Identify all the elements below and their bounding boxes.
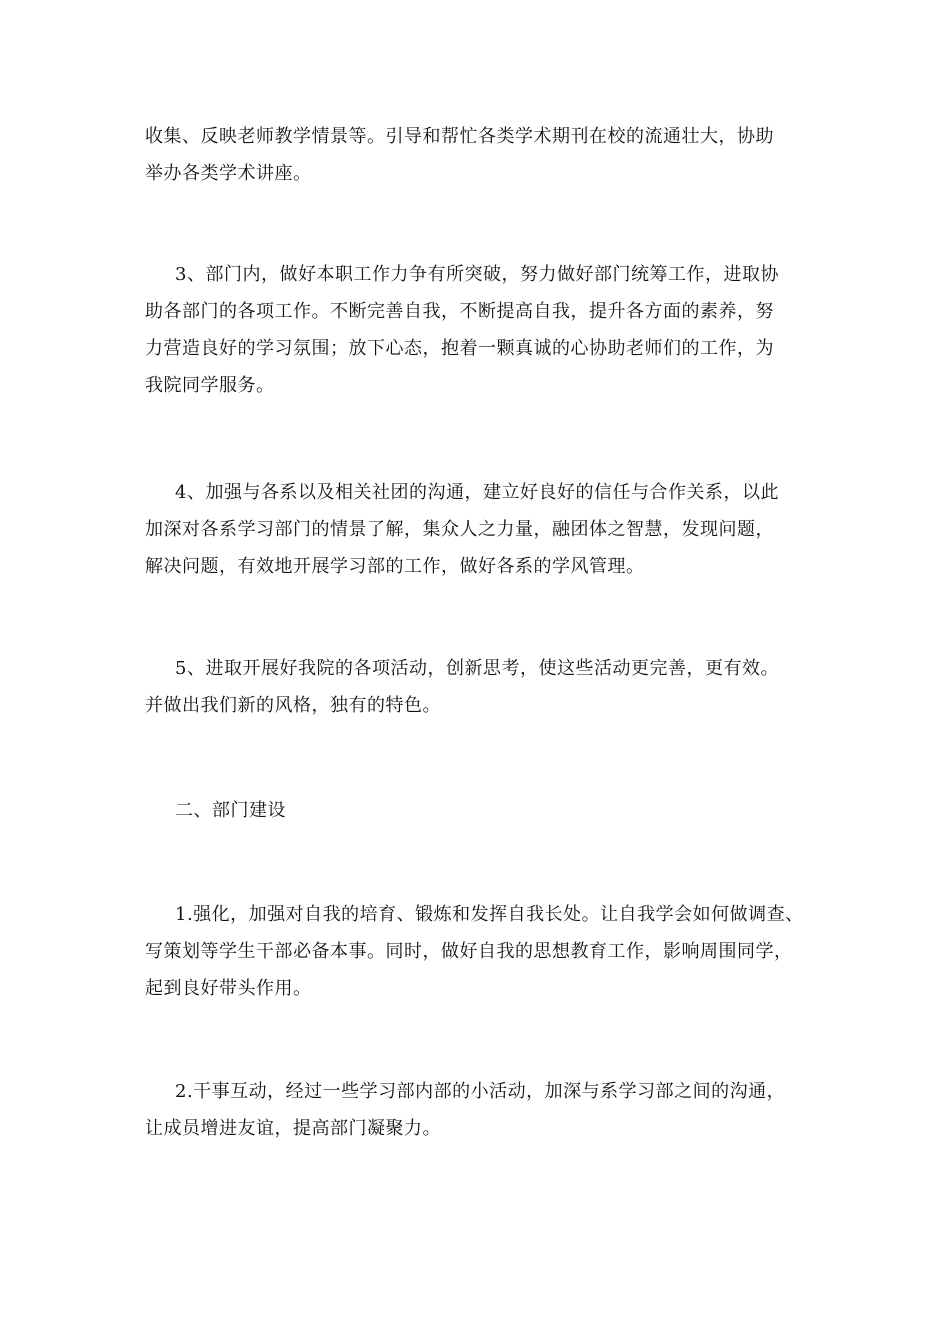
paragraph-item-4	[145, 474, 815, 585]
section-heading	[145, 792, 815, 829]
text-line: 收集、反映老师教学情景等。引导和帮忙各类学术期刊在校的流通壮大，协助	[145, 126, 774, 147]
text-line: 助各部门的各项工作。不断完善自我，不断提高自我，提升各方面的素养，努	[145, 301, 774, 322]
paragraph-item-5	[145, 650, 815, 724]
text-line: 解决问题，有效地开展学习部的工作，做好各系的学风管理。	[145, 556, 645, 577]
text-line: 写策划等学生干部必备本事。同时，做好自我的思想教育工作，影响周围同学，	[145, 941, 793, 962]
text-line: 2.干事互动，经过一些学习部内部的小活动，加深与系学习部之间的沟通，	[175, 1081, 786, 1102]
text-line: 我院同学服务。	[145, 375, 275, 396]
paragraph-item-3	[145, 256, 815, 404]
text-line: 1.强化，加强对自我的培育、锻炼和发挥自我长处。让自我学会如何做调查、	[175, 904, 804, 925]
text-line: 力营造良好的学习氛围；放下心态，抱着一颗真诚的心协助老师们的工作，为	[145, 338, 774, 359]
paragraph-build-1	[145, 896, 815, 1007]
paragraph-build-2	[145, 1073, 815, 1147]
text-line: 加深对各系学习部门的情景了解，集众人之力量，融团体之智慧，发现问题，	[145, 519, 774, 540]
text-line: 5、进取开展好我院的各项活动，创新思考，使这些活动更完善，更有效。	[175, 658, 779, 679]
text-line: 3、部门内，做好本职工作力争有所突破，努力做好部门统筹工作，进取协	[175, 264, 779, 285]
text-line: 并做出我们新的风格，独有的特色。	[145, 695, 441, 716]
text-line: 4、加强与各系以及相关社团的沟通，建立好良好的信任与合作关系，以此	[175, 482, 779, 503]
text-line: 让成员增进友谊，提高部门凝聚力。	[145, 1118, 441, 1139]
paragraph-continuation	[145, 118, 815, 192]
text-line: 举办各类学术讲座。	[145, 163, 312, 184]
text-line: 起到良好带头作用。	[145, 978, 312, 999]
heading-text: 二、部门建设	[175, 800, 286, 821]
